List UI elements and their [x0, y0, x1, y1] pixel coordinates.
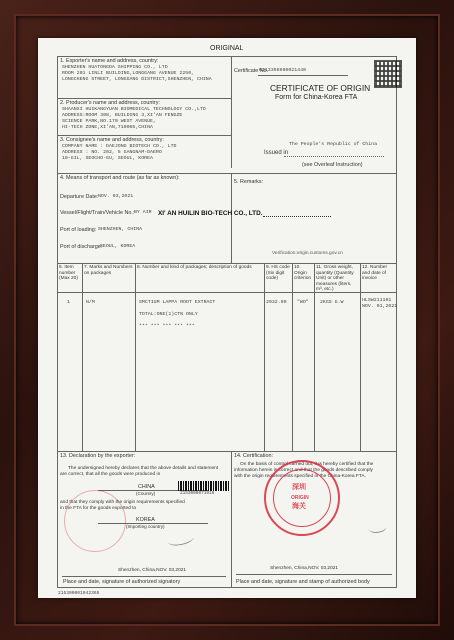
certification-text: with the origin requirements specified in the China-Korea FTA. — [234, 474, 366, 479]
col-header-item: 6. Item number (Max 20) — [59, 265, 78, 282]
marks: N/M — [86, 300, 95, 305]
item-number: 1 — [67, 300, 70, 305]
declaration-text: in the FTA for the goods exported to — [60, 506, 137, 511]
importing-country-caption: (Importing country) — [126, 524, 165, 529]
declaration-text: are correct, that all the goods were produced in — [60, 472, 161, 477]
certificate-paper — [38, 38, 416, 598]
col-header-origin: 10. Origin criterion — [294, 265, 312, 282]
company-seal — [64, 490, 126, 552]
stamp-text-top: 深圳 — [292, 484, 306, 491]
consignee-line: COMPANY NAME : DAEJONG BIOTECH CO., LTD — [62, 144, 177, 149]
goods-description: SMCTIUM LAPPA ROOT EXTRACT — [139, 300, 216, 305]
consignee-label: 3. Consignee's name and address, country: — [60, 137, 164, 143]
vessel-value: BY AIR — [134, 210, 152, 215]
invoice-number: HLSW211101 — [362, 298, 392, 303]
certification-label: 14. Certification: — [234, 453, 273, 459]
discharge-value: SEOUL, KOREA — [100, 244, 136, 249]
issued-in-value: The People's Republic of China — [289, 142, 378, 147]
gross-weight: 2KGS G.W — [320, 300, 344, 305]
original-heading: ORIGINAL — [210, 45, 244, 52]
origin-criterion: "WO" — [297, 300, 309, 305]
producer-line: SCIENCE PARK,NO.170 WEST AVENUE, — [62, 119, 156, 124]
remarks-company: XI' AN HUILIN BIO-TECH CO., LTD. — [158, 210, 263, 217]
departure-label: Departure Date: — [60, 194, 99, 200]
producer-line: HI-TECH ZONE,XI'AN,710065,CHINA — [62, 125, 153, 130]
discharge-label: Port of discharge: — [60, 244, 103, 250]
declaration-footer: Place and date, signature of authorized signatory — [63, 579, 181, 585]
stamp-text-middle: ORIGIN — [291, 495, 309, 501]
vessel-label: Vessel/Flight/Train/Vehicle No.: — [60, 210, 135, 216]
loading-value: SHENZHEN, CHINA — [98, 227, 143, 232]
goods-total: TOTAL:ONE(1)CTN ONLY — [139, 312, 198, 317]
col-header-weight: 11. Gross weight, quantity (Quantity Unit) or other measures (liters, m³, etc.) — [316, 265, 354, 293]
customs-stamp — [264, 460, 340, 536]
col-header-description: 8. Number and kind of packages; description of goods — [137, 265, 252, 270]
produced-country-caption: (Country) — [136, 491, 156, 496]
stamp-text-bottom: 海关 — [292, 503, 306, 510]
col-header-invoice: 12. Number and date of invoice — [362, 265, 388, 282]
barcode-number: 2153000071918 — [180, 491, 215, 496]
declaration-text: The undersigned hereby declares that the above details and statement — [68, 466, 219, 471]
certificate-no: K213398980021440 — [259, 68, 306, 73]
departure-value: NOV. 03,2021 — [98, 194, 134, 199]
issued-in-label: Issued in — [264, 150, 289, 156]
exporter-label: 1. Exporter's name and address, country: — [60, 58, 159, 64]
verification-url: Verification:origin.customs.gov.cn — [272, 251, 343, 256]
exporter-line: ROOM 201 LINLI BUILDING,LONGGANG AVENUE 2250, — [62, 71, 195, 76]
consignee-line: 10-GIL, SEOCHO-GU, SEOUL, KOREA — [62, 156, 153, 161]
certification-place-date: Shenzhen, China,NOV. 03,2021 — [270, 566, 339, 571]
declaration-place-date: Shenzhen, China,NOV. 03,2021 — [118, 568, 187, 573]
goods-end-mark: *** *** *** *** *** — [139, 324, 195, 329]
qr-code — [374, 60, 402, 88]
consignee-line: ADDRESS : NO. 202, 5 GANGNAM-DAERO — [62, 150, 162, 155]
produced-country: CHINA — [138, 484, 155, 490]
declaration-label: 13. Declaration by the exporter: — [60, 453, 136, 459]
loading-label: Port of loading: — [60, 227, 97, 233]
producer-line: ADDRESS:ROOM 308, BUILDING 3,XI'AN FENGZE — [62, 113, 183, 118]
col-header-hs: 9. HS code (Six digit code) — [266, 265, 290, 282]
certificate-title: CERTIFICATE OF ORIGIN — [270, 83, 371, 93]
hs-code: 2932.99 — [266, 300, 287, 305]
see-overleaf: (see Overleaf Instruction) — [302, 162, 363, 168]
producer-label: 2. Producer's name and address, country: — [60, 100, 160, 106]
exporter-line: SHENZHEN HUATONGDA SHIPPING CO., LTD — [62, 65, 168, 70]
declaration-text: and that they comply with the origin requirements specified — [60, 500, 185, 505]
exporter-line: LONGCHENG STREET, LONGGANG DISTRICT,SHENZHEN, CHINA — [62, 77, 212, 82]
col-header-marks: 7. Marks and Numbers on packages — [84, 265, 133, 276]
serial-number: 215300001042365 — [58, 591, 100, 596]
certification-footer: Place and date, signature and stamp of authorized body — [236, 579, 370, 585]
invoice-date: NOV. 01,2021 — [362, 304, 398, 309]
certificate-subtitle: Form for China-Korea FTA — [275, 94, 358, 101]
certificate-no-label: Certificate No. — [234, 68, 269, 74]
transport-label: 4. Means of transport and route (as far as known): — [60, 175, 180, 181]
barcode — [178, 481, 230, 491]
certification-text: information herein is correct and that the goods described comply — [234, 468, 373, 473]
producer-line: SHAANXI HUIKANGYUAN BIOMEDICAL TECHNOLOGY CO.,LTD — [62, 107, 206, 112]
certification-text: On the basis of control carried out, it is hereby certified that the — [240, 462, 374, 467]
remarks-label: 5. Remarks: — [234, 179, 264, 185]
importing-country: KOREA — [136, 517, 155, 523]
